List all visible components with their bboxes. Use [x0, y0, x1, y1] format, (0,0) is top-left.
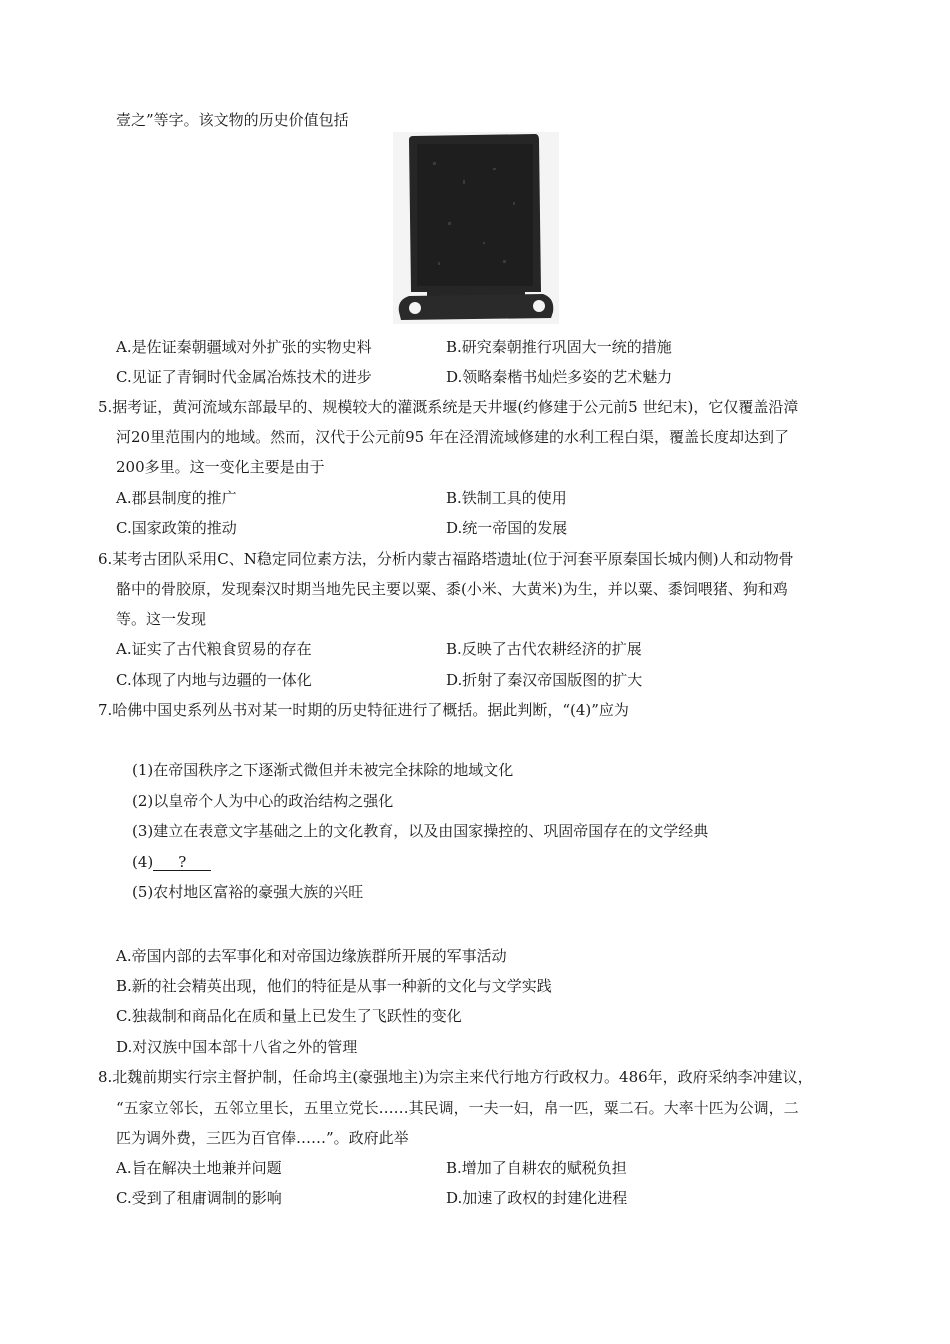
q8-option-c: C.受到了租庸调制的影响 [116, 1189, 282, 1207]
qin-artifact-image [393, 132, 559, 324]
q7-list-item-2: (2)以皇帝个人为中心的政治结构之强化 [132, 792, 394, 810]
q7-list-item-1: (1)在帝国秩序之下逐渐式微但并未被完全抹除的地域文化 [132, 761, 514, 779]
q4-option-c: C.见证了青铜时代金属冶炼技术的进步 [116, 368, 372, 386]
q7-list-item-4 [132, 852, 211, 872]
q7-item4-blank: ? [153, 852, 211, 871]
q5-option-b: B.铁制工具的使用 [446, 489, 567, 507]
q5-stem-line-1: 5.据考证，黄河流域东部最早的、规模较大的灌溉系统是天井堰(约修建于公元前5 世纪末)，它仅覆盖沿漳 [98, 398, 799, 416]
q7-option-d: D.对汉族中国本部十八省之外的管理 [116, 1038, 358, 1056]
q8-option-b: B.增加了自耕农的赋税负担 [446, 1159, 627, 1177]
q6-option-c: C.体现了内地与边疆的一体化 [116, 671, 312, 689]
q7-option-b: B.新的社会精英出现，他们的特征是从事一种新的文化与文学实践 [116, 977, 552, 995]
q5-option-c: C.国家政策的推动 [116, 519, 237, 537]
q4-option-b: B.研究秦朝推行巩固大一统的措施 [446, 338, 672, 356]
q7-list-item-3: (3)建立在表意文字基础之上的文化教育，以及由国家操控的、巩固帝国存在的文学经典 [132, 822, 709, 840]
q8-option-d: D.加速了政权的封建化进程 [446, 1189, 628, 1207]
q6-stem-line-3: 等。这一发现 [116, 610, 207, 628]
q6-stem-line-2: 骼中的骨胶原，发现秦汉时期当地先民主要以粟、黍(小米、大黄米)为生，并以粟、黍饲喂猪、狗和鸡 [116, 580, 788, 598]
q6-option-b: B.反映了古代农耕经济的扩展 [446, 640, 642, 658]
q7-option-a: A.帝国内部的去军事化和对帝国边缘族群所开展的军事活动 [116, 947, 507, 965]
q4-stem-tail: 壹之”等字。该文物的历史价值包括 [116, 111, 349, 129]
q5-option-a: A.郡县制度的推广 [116, 489, 237, 507]
q5-stem-line-2: 河20里范围内的地域。然而，汉代于公元前95 年在泾渭流域修建的水利工程白渠，覆盖长度却达到了 [116, 428, 789, 446]
q4-option-d: D.领略秦楷书灿烂多姿的艺术魅力 [446, 368, 673, 386]
q7-list-item-5: (5)农村地区富裕的豪强大族的兴旺 [132, 883, 364, 901]
q5-stem-line-3: 200多里。这一变化主要是由于 [116, 458, 325, 476]
q5-option-d: D.统一帝国的发展 [446, 519, 568, 537]
q7-stem: 7.哈佛中国史系列丛书对某一时期的历史特征进行了概括。据此判断，“(4)”应为 [98, 701, 629, 719]
q6-option-a: A.证实了古代粮食贸易的存在 [116, 640, 312, 658]
q8-stem-line-2: “五家立邻长，五邻立里长，五里立党长……其民调，一夫一妇，帛一匹，粟二石。大率十匹为公调，二 [116, 1099, 799, 1117]
q8-option-a: A.旨在解决土地兼并问题 [116, 1159, 282, 1177]
q6-stem-line-1: 6.某考古团队采用C、N稳定同位素方法，分析内蒙古福路塔遗址(位于河套平原秦国长城内侧)人和动物骨 [98, 550, 794, 568]
q8-stem-line-1: 8.北魏前期实行宗主督护制，任命坞主(豪强地主)为宗主来代行地方行政权力。486年，政府采纳李冲建议， [98, 1068, 813, 1086]
q8-stem-line-3: 匹为调外费，三匹为百官俸……”。政府此举 [116, 1129, 409, 1147]
q7-item4-label: (4) [132, 853, 154, 871]
q7-option-c: C.独裁制和商品化在质和量上已发生了飞跃性的变化 [116, 1007, 462, 1025]
q4-option-a: A.是佐证秦朝疆域对外扩张的实物史料 [116, 338, 372, 356]
q6-option-d: D.折射了秦汉帝国版图的扩大 [446, 671, 643, 689]
